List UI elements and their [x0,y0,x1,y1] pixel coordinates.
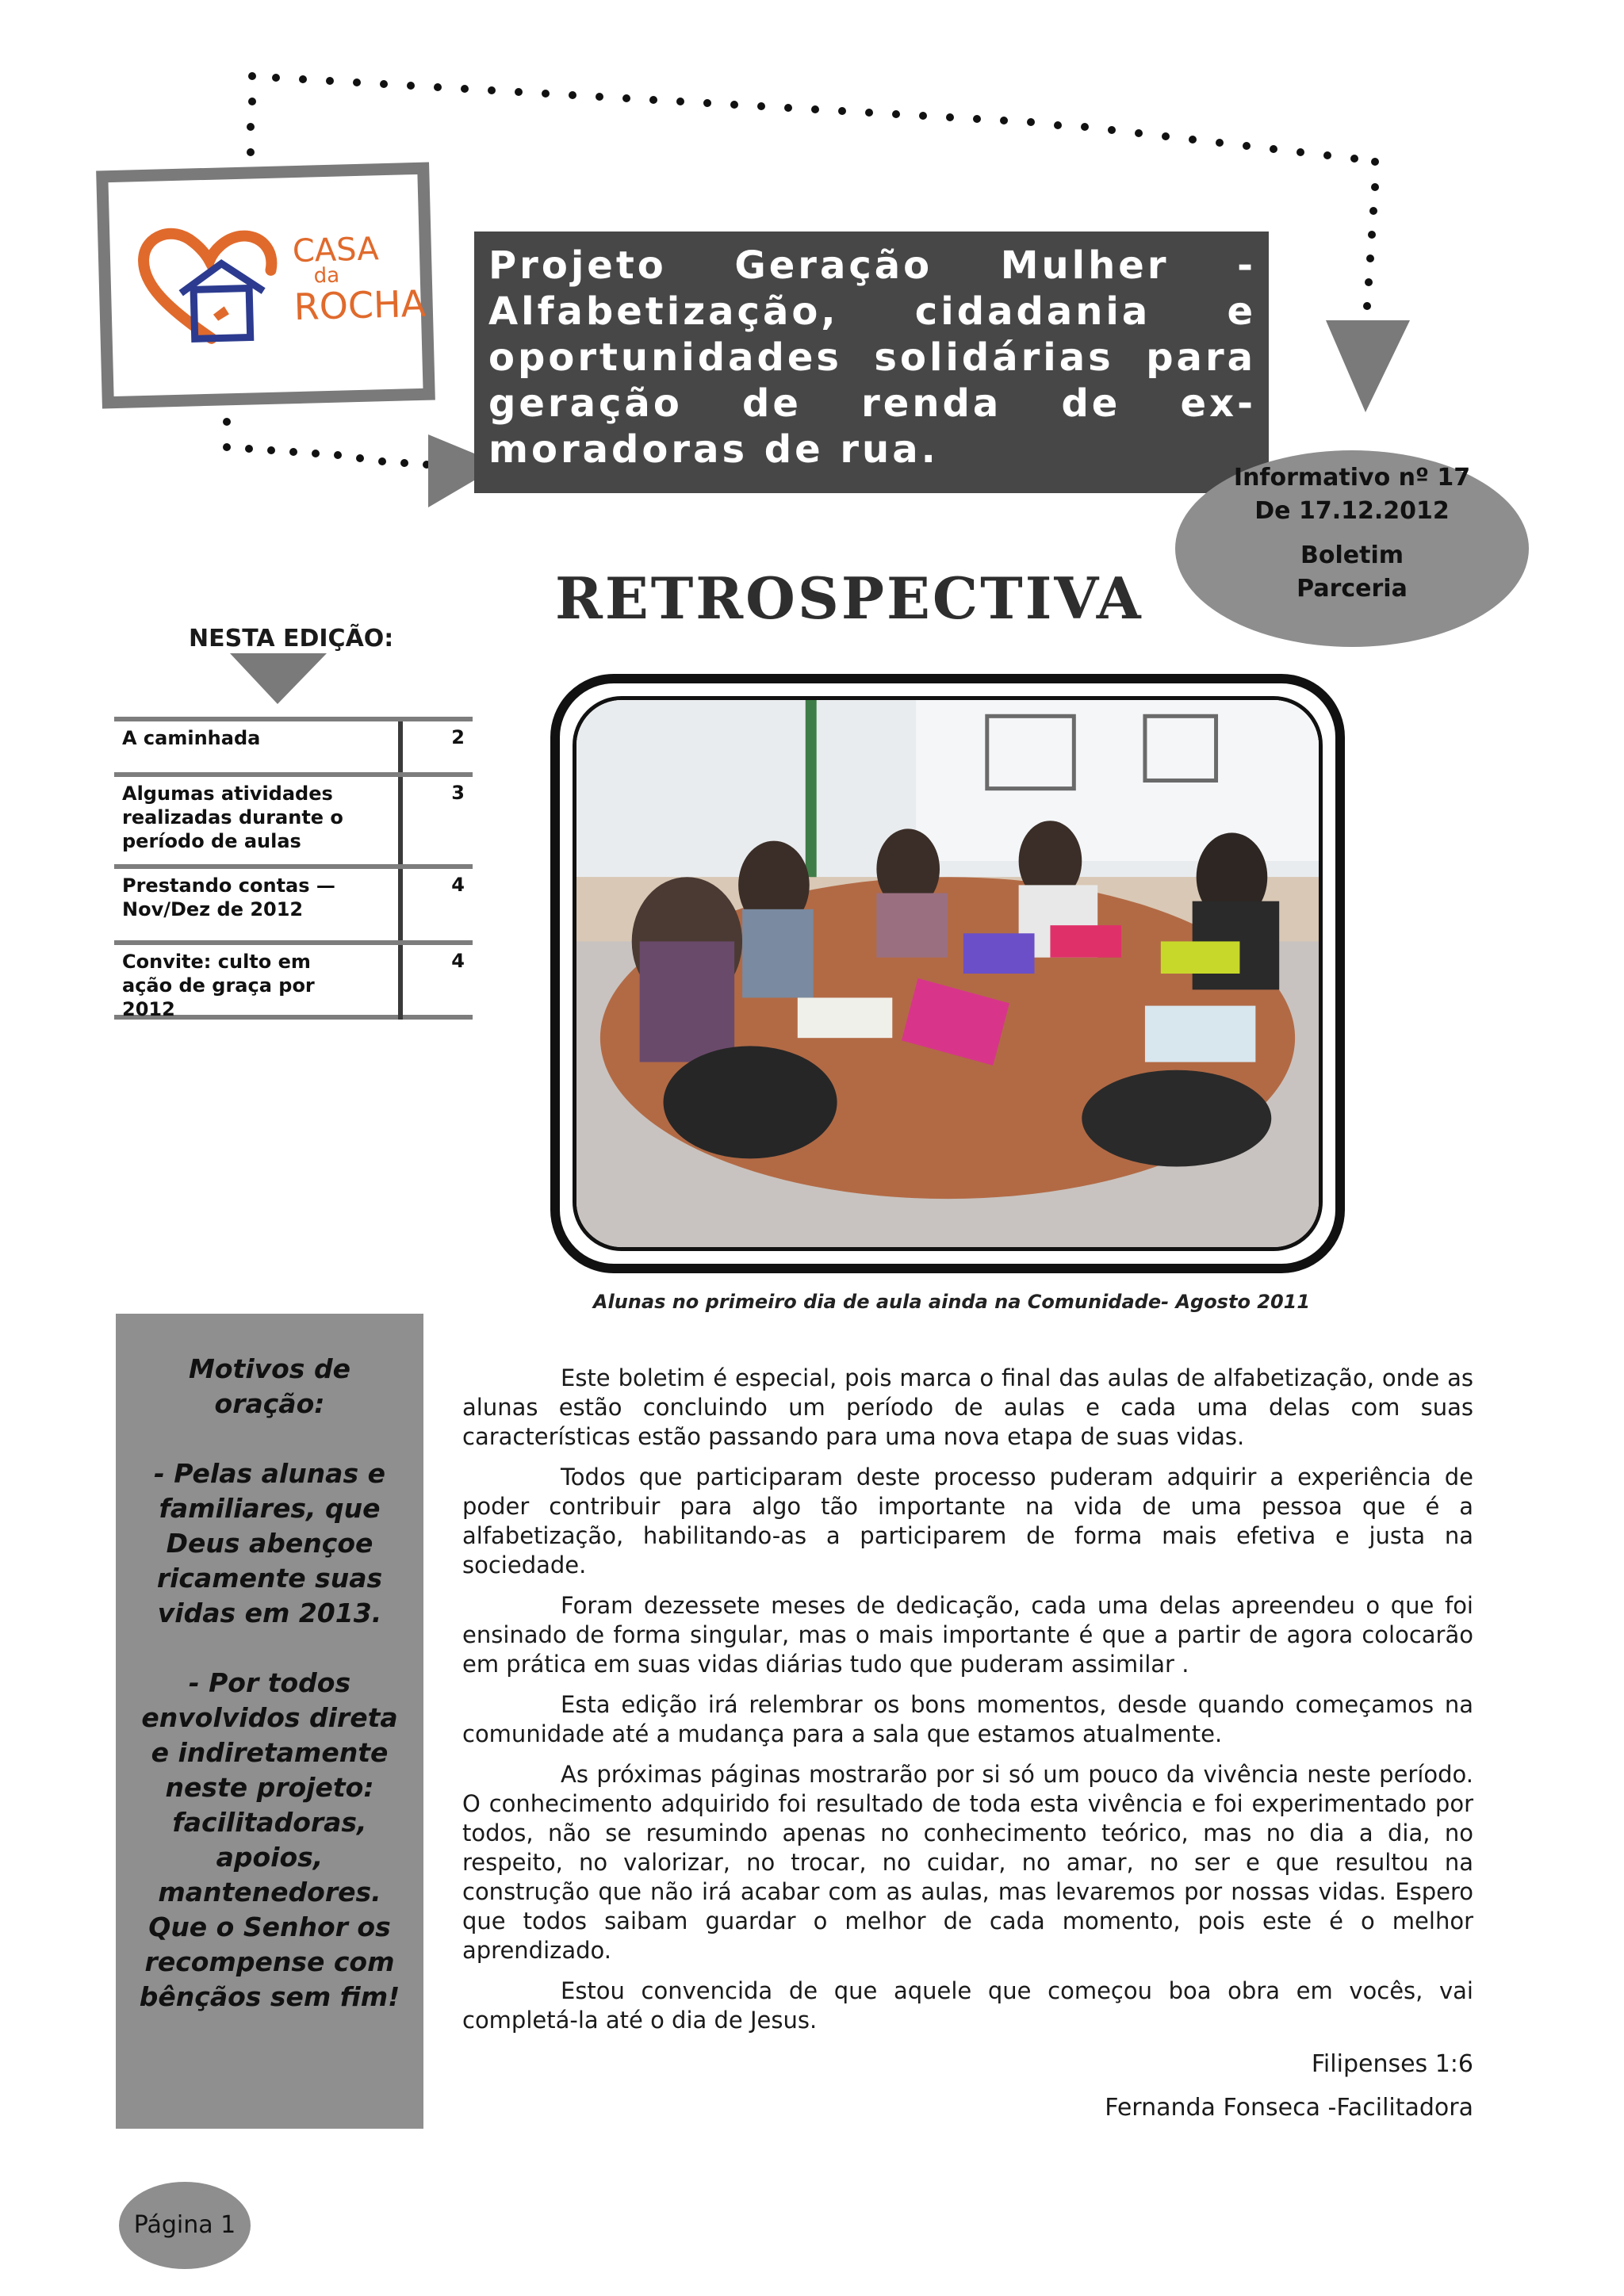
verse-reference: Filipenses 1:6 [1311,2050,1473,2078]
author-signature: Fernanda Fonseca -Facilitadora [1105,2094,1473,2122]
issue-number: Informativo nº 17 [1233,464,1471,492]
body-paragraph: Todos que participaram deste processo puderam adquirir a experiência de poder contribuir para algo tão importante na vida de uma pessoa que é a alfabetização, habilitando-as a participarem de forma mais efetiva e justa na sociedade. [462,1464,1473,1578]
page-number: Página 1 [119,2182,251,2269]
toc-item-title: Prestando contas — Nov/Dez de 2012 [122,874,335,920]
title-banner [474,232,1269,493]
toc-item-page: 4 [451,874,465,896]
body-paragraph: Foram dezessete meses de dedicação, cada uma delas apreendeu o que foi ensinado de forma singular, mas o mais importante é que a partir de agora colocarão em prática em suas vidas diárias tudo que puderam assimilar . [462,1592,1473,1678]
toc-row[interactable] [114,717,473,772]
issue-type-line2: Parceria [1297,575,1408,603]
issue-type-line1: Boletim [1300,541,1404,569]
heart-house-icon [133,217,287,348]
project-title: Projeto Geração Mulher - Alfabetização, cidadania e oportunidades solidárias para geração de renda de ex-moradoras de rua. [488,243,1256,472]
toc-divider [398,777,403,869]
photo-frame [550,674,1345,1273]
logo-text-rocha: ROCHA [293,281,427,329]
logo-text-casa: CASA [292,231,380,270]
prayer-item: - Por todos envolvidos direta e indiretamente neste projeto: facilitadoras, apoios, mantenedores. Que o Senhor os recompense com bênçãos sem fim! [139,1667,400,2012]
toc-divider [398,869,403,945]
toc-item-title: A caminhada [122,727,261,749]
classroom-photo-image [576,700,1319,1247]
body-paragraph: Estou convencida de que aquele que começou boa obra em vocês, vai completá-la até o dia de Jesus. [462,1977,1473,2034]
toc-divider [398,945,403,1020]
table-of-contents [114,717,473,1020]
prayer-item: - Pelas alunas e familiares, que Deus abençoe ricamente suas vidas em 2013. [154,1458,385,1628]
toc-row[interactable] [114,772,473,864]
issue-date: De 17.12.2012 [1254,497,1450,525]
logo-text-da: da [313,263,340,289]
body-paragraph: Este boletim é especial, pois marca o final das aulas de alfabetização, onde as alunas estão concluindo um período de aulas e cada uma delas com suas características estão passando para uma nova etapa de suas vidas. [462,1364,1473,1450]
toc-row[interactable] [114,940,473,1020]
toc-divider [398,721,403,777]
prayer-requests-box [116,1314,423,2129]
casa-da-rocha-logo [133,214,427,348]
section-heading: RETROSPECTIVA [555,564,1143,632]
toc-item-page: 3 [451,782,465,804]
toc-row[interactable] [114,864,473,940]
toc-item-title: Algumas atividades realizadas durante o período de aulas [122,783,343,852]
classroom-photo [573,696,1323,1251]
toc-heading: NESTA EDIÇÃO: [189,625,394,652]
photo-caption: Alunas no primeiro dia de aula ainda na Comunidade- Agosto 2011 [592,1291,1311,1313]
toc-item-page: 4 [451,950,465,972]
toc-item-page: 2 [451,726,465,748]
logo-frame [96,163,435,409]
toc-item-title: Convite: culto em ação de graça por 2012 [122,951,315,1020]
prayer-heading: Motivos de oração: [189,1353,350,1419]
body-paragraph: As próximas páginas mostrarão por si só um pouco da vivência neste período. O conhecimento adquirido foi resultado de toda esta vivência e foi experimentado por todos, não se resumindo apenas no conhecimento teórico, mas no dia a dia, no respeito, no valorizar, no trocar, no cuidar, no amar, no ser e que resultou na construção que não irá acabar com as aulas, mas levaremos por nossas vidas. Espero que todos saibam guardar o melhor de cada momento, pois este é o melhor aprendizado. [462,1761,1473,1964]
body-paragraph: Esta edição irá relembrar os bons momentos, desde quando começamos na comunidade até a mudança para a sala que estamos atualmente. [462,1691,1473,1747]
issue-info-badge [1175,450,1529,647]
article-body [462,1364,1473,2122]
